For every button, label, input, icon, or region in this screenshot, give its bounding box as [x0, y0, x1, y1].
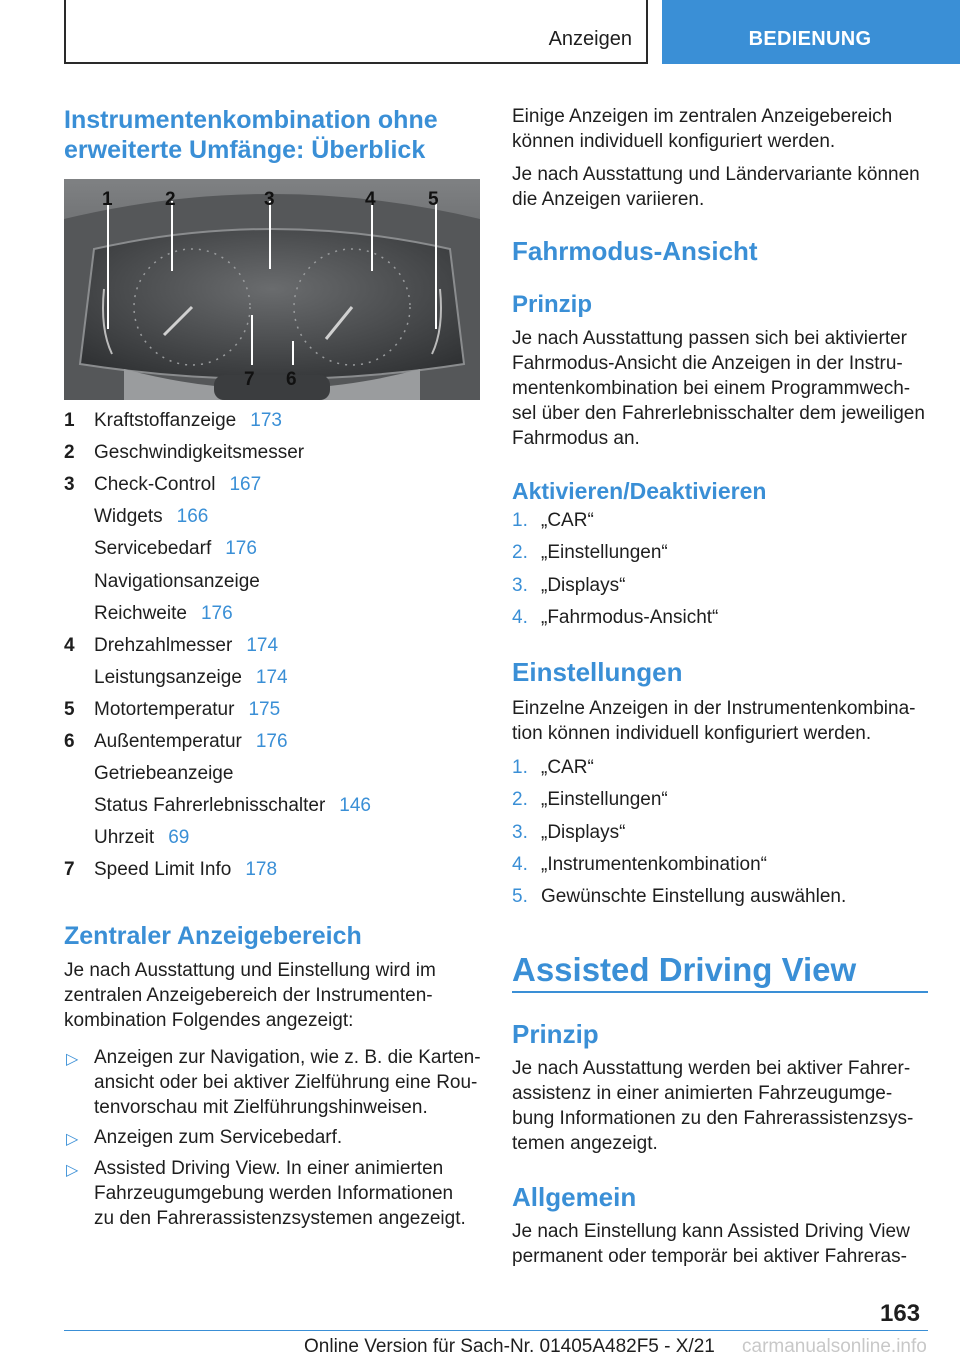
- text-line: temen angezeigt.: [512, 1133, 658, 1154]
- text-line: sel über den Fahrerlebnisschalter dem jeweiligen: [512, 403, 925, 424]
- prinzip-text: [512, 326, 925, 451]
- legend-item: [94, 506, 208, 528]
- text-line: tenvorschau mit Zielführungshinweisen.: [94, 1097, 428, 1118]
- text-line: Je nach Einstellung kann Assisted Driving View: [512, 1221, 910, 1242]
- legend-number: 4: [64, 635, 75, 656]
- legend-label: Reichweite: [94, 603, 187, 624]
- text-line: Je nach Ausstattung und Einstellung wird im: [64, 960, 436, 981]
- page-reference-link[interactable]: 174: [246, 635, 279, 656]
- legend-item: [94, 827, 189, 849]
- text-line: die Anzeigen variieren.: [512, 189, 705, 210]
- header-section-tab: [64, 0, 648, 64]
- allgemein-text: [512, 1219, 910, 1269]
- legend-label: Leistungsanzeige: [94, 667, 242, 688]
- legend-label: Drehzahlmesser: [94, 635, 233, 656]
- right-intro-2: [512, 162, 920, 212]
- step-number: 1.: [512, 757, 528, 778]
- text-line: Fahrmodus an.: [512, 428, 640, 449]
- step-number: 3.: [512, 575, 528, 596]
- step-number: 2.: [512, 542, 528, 563]
- legend-number: 3: [64, 474, 75, 495]
- legend-item: [94, 603, 233, 625]
- step-text: „CAR“: [541, 510, 594, 531]
- right-intro-1: [512, 104, 892, 154]
- page-reference-link[interactable]: 69: [168, 827, 190, 848]
- subheading-allgemein: Allgemein: [512, 1182, 637, 1212]
- header-chapter-label: BEDIENUNG: [748, 28, 872, 50]
- legend-item: [94, 763, 233, 785]
- bullet-item: [94, 1045, 481, 1120]
- page-reference-link[interactable]: 173: [250, 410, 282, 431]
- legend-number: 1: [64, 410, 75, 431]
- header-section-label: Anzeigen: [548, 28, 632, 50]
- legend-label: Motortemperatur: [94, 699, 235, 720]
- legend-label: Kraftstoffanzeige: [94, 410, 237, 431]
- callout-1: 1: [102, 189, 113, 210]
- legend-label: Außentemperatur: [94, 731, 242, 752]
- prinzip-2-text: [512, 1056, 913, 1156]
- page-reference-link[interactable]: 178: [245, 859, 278, 880]
- step-text: „Displays“: [541, 575, 626, 596]
- section-title-zentraler: Zentraler Anzeigebereich: [64, 922, 362, 950]
- cluster-illustration: [64, 179, 480, 400]
- text-line: Einige Anzeigen im zentralen Anzeigebereich: [512, 106, 893, 127]
- page-reference-link[interactable]: 146: [339, 795, 371, 816]
- legend-label: Check-Control: [94, 474, 216, 495]
- text-line: mentenkombination bei einem Programmwech-: [512, 378, 911, 399]
- legend-item: [94, 795, 371, 817]
- instrument-cluster-photo: [64, 179, 480, 400]
- left-heading-line: erweiterte Umfänge: Überblick: [64, 136, 426, 164]
- legend-item: [94, 538, 257, 560]
- footer-watermark: carmanualsonline.info: [742, 1336, 927, 1357]
- callout-3: 3: [264, 189, 275, 210]
- step-number: 4.: [512, 607, 528, 628]
- step-number: 2.: [512, 789, 528, 810]
- bullet-triangle-icon: ▷: [66, 1051, 79, 1068]
- legend-number: 2: [64, 442, 75, 463]
- legend-item: [94, 571, 260, 593]
- text-line: Fahrmodus-Ansicht die Anzeigen in der Instru-: [512, 353, 903, 374]
- legend-label: Speed Limit Info: [94, 859, 232, 880]
- legend-label: Widgets: [94, 506, 163, 527]
- bullet-triangle-icon: ▷: [66, 1131, 79, 1148]
- legend-item: [94, 731, 288, 753]
- legend-label: Navigationsanzeige: [94, 571, 260, 592]
- footer-online-version: Online Version für Sach-Nr. 01405A482F5 - X/21: [304, 1336, 715, 1357]
- legend-item: [94, 410, 282, 432]
- legend-number: 5: [64, 699, 75, 720]
- legend-label: Status Fahrerlebnisschalter: [94, 795, 326, 816]
- page-reference-link[interactable]: 175: [248, 699, 281, 720]
- text-line: zentralen Anzeigebereich der Instrumenten-: [64, 985, 433, 1006]
- legend-item: [94, 859, 277, 881]
- step-number: 1.: [512, 510, 528, 531]
- legend-item: [94, 667, 288, 689]
- page-reference-link[interactable]: 176: [255, 731, 288, 752]
- text-line: Einzelne Anzeigen in der Instrumentenkombina-: [512, 698, 916, 719]
- chapter-title-underline: [512, 991, 928, 993]
- text-line: Assisted Driving View. In einer animierten: [94, 1158, 444, 1179]
- step-text: Gewünschte Einstellung auswählen.: [541, 886, 847, 907]
- text-line: Je nach Ausstattung werden bei aktiver Fahrer-: [512, 1058, 911, 1079]
- section-title-fahrmodus: Fahrmodus-Ansicht: [512, 236, 758, 266]
- callout-6: 6: [286, 369, 297, 390]
- step-text: „Instrumentenkombination“: [541, 854, 767, 875]
- callout-4: 4: [365, 189, 376, 210]
- bullet-item: [94, 1125, 342, 1150]
- legend-item: [94, 474, 261, 496]
- text-line: tion können individuell konfiguriert werden.: [512, 723, 872, 744]
- text-line: kombination Folgendes angezeigt:: [64, 1010, 354, 1031]
- step-text: „Fahrmodus-Ansicht“: [541, 607, 719, 628]
- left-heading-line: Instrumentenkombination ohne: [64, 106, 438, 134]
- step-text: „CAR“: [541, 757, 594, 778]
- text-line: Anzeigen zum Servicebedarf.: [94, 1127, 343, 1148]
- step-number: 5.: [512, 886, 528, 907]
- callout-7: 7: [244, 369, 255, 390]
- footer-divider: [64, 1330, 928, 1331]
- text-line: Fahrzeugumgebung werden Informationen: [94, 1183, 454, 1204]
- legend-label: Servicebedarf: [94, 538, 212, 559]
- legend-label: Geschwindigkeitsmesser: [94, 442, 305, 463]
- legend-label: Getriebeanzeige: [94, 763, 234, 784]
- legend-item: [94, 699, 280, 721]
- text-line: zu den Fahrerassistenzsystemen angezeigt.: [94, 1208, 466, 1229]
- section-title-einstellungen: Einstellungen: [512, 657, 683, 687]
- text-line: assistenz in einer animierten Fahrzeugumge-: [512, 1083, 893, 1104]
- legend-number: 6: [64, 731, 75, 752]
- callout-2: 2: [165, 189, 176, 210]
- text-line: Anzeigen zur Navigation, wie z. B. die Karten-: [94, 1047, 481, 1068]
- text-line: können individuell konfiguriert werden.: [512, 131, 836, 152]
- legend-item: [94, 442, 304, 464]
- page-reference-link[interactable]: 176: [200, 603, 233, 624]
- step-number: 4.: [512, 854, 528, 875]
- legend-item: [94, 635, 278, 657]
- page-reference-link[interactable]: 167: [229, 474, 262, 495]
- step-text: „Displays“: [541, 822, 626, 843]
- page-reference-link[interactable]: 174: [255, 667, 288, 688]
- text-line: permanent oder temporär bei aktiver Fahreras-: [512, 1246, 907, 1267]
- page-number: 163: [880, 1300, 921, 1327]
- chapter-title-adv: Assisted Driving View: [512, 951, 857, 988]
- page-reference-link[interactable]: 166: [176, 506, 209, 527]
- text-line: ansicht oder bei aktiver Zielführung eine Rou-: [94, 1072, 478, 1093]
- section-intro: [64, 958, 436, 1033]
- legend-number: 7: [64, 859, 75, 880]
- header-chapter-tab: [662, 0, 960, 64]
- callout-5: 5: [428, 189, 439, 210]
- step-text: „Einstellungen“: [541, 789, 668, 810]
- page-reference-link[interactable]: 176: [225, 538, 257, 559]
- text-line: Je nach Ausstattung und Ländervariante können: [512, 164, 920, 185]
- legend-label: Uhrzeit: [94, 827, 155, 848]
- text-line: Je nach Ausstattung passen sich bei aktivierter: [512, 328, 908, 349]
- subheading-prinzip-2: Prinzip: [512, 1019, 599, 1049]
- step-number: 3.: [512, 822, 528, 843]
- text-line: bung Informationen zu den Fahrerassistenzsys-: [512, 1108, 914, 1129]
- bullet-triangle-icon: ▷: [66, 1162, 79, 1179]
- subheading-aktivieren: Aktivieren/Deaktivieren: [512, 478, 767, 504]
- step-text: „Einstellungen“: [541, 542, 668, 563]
- einstellungen-text: [512, 696, 915, 746]
- subheading-prinzip: Prinzip: [512, 291, 593, 318]
- bullet-item: [94, 1156, 466, 1231]
